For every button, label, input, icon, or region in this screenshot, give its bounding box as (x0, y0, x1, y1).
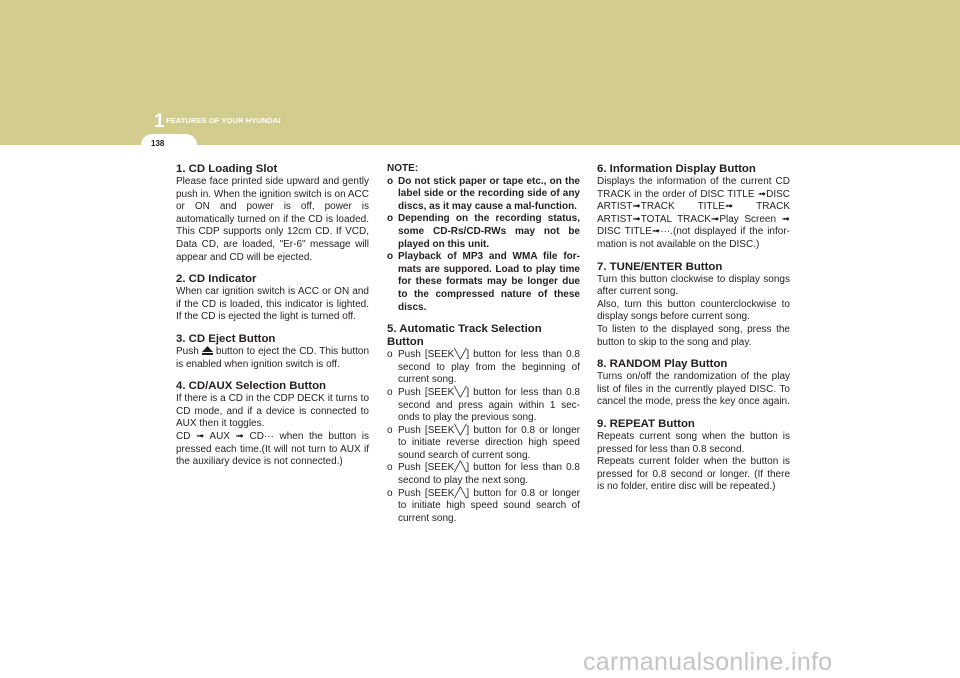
header-band (0, 0, 960, 145)
section-title: 6. Information Display Button (597, 163, 756, 175)
section-title: 2. CD Indicator (176, 273, 257, 286)
note-item: o Playback of MP3 and WMA file for-mats are suppored. Load to play time for these formats may be longer due to the compressed nature of these discs. (387, 251, 580, 314)
note-item: o Do not stick paper or tape etc., on the label side or the recording side of any discs, as it may cause a mal-function. (387, 176, 580, 214)
note-list (387, 176, 580, 315)
section-body: CD ➟ AUX ➟ CD··· when the button is pressed each time.(It will not turn to AUX if the auxiliary device is not connected.) (176, 430, 369, 468)
column-2 (387, 163, 580, 525)
chapter-number: 1 (154, 111, 165, 132)
list-item: o Push [SEEK╲╱] button for less than 0.8 second and press again within 1 sec-onds to play the previous song. (387, 387, 580, 425)
section-body (176, 346, 369, 371)
note-heading: NOTE: (387, 163, 419, 174)
column-1 (176, 163, 369, 469)
section-body: When car ignition switch is ACC or ON and if the CD is loaded, this indicator is lighted. If the CD is ejected the light is turned off. (176, 286, 369, 323)
section-body: Displays the information of the current CD TRACK in the order of DISC TITLE ➟DISC ARTIST➟TRACK TITLE➟ TRACK ARTIST➟TOTAL TRACK➟Play Screen ➟ DISC TITLE➟···.(not displayed if the infor-mation is not available on the DISC.) (597, 176, 790, 250)
section-body: To listen to the displayed song, press the button to skip to the song and play. (597, 323, 790, 348)
chapter-title: FEATURES OF YOUR HYUNDAI (166, 116, 281, 125)
section-title: 5. Automatic Track Selection Button (387, 323, 542, 349)
section-body: Repeats current song when the button is pressed for less than 0.8 second. (597, 430, 790, 455)
section-title: 3. CD Eject Button (176, 332, 276, 345)
list-item: o Push [SEEK╲╱] button for less than 0.8 second to play from the beginning of current song. (387, 349, 580, 387)
section-title: 1. CD Loading Slot (176, 163, 278, 175)
section-title: 4. CD/AUX Selection Button (176, 380, 326, 393)
list-item: o Push [SEEK╲╱] button for 0.8 or longer to initiate reverse direction high speed sound search of current song. (387, 425, 580, 463)
page-number: 138 (151, 139, 165, 148)
section-body: Also, turn this button counterclockwise to display songs before current song. (597, 298, 790, 323)
page-number-tab (141, 134, 197, 156)
section-body: Repeats current folder when the button is pressed for 0.8 second or longer. (If there is no folder, entire disc will be repeated.) (597, 456, 790, 493)
list-item: o Push [SEEK╱╲] button for 0.8 or longer to initiate high speed sound search of current song. (387, 488, 580, 526)
section-body: Turns on/off the randomization of the play list of files in the currently played DISC. To cancel the mode, press the key once again. (597, 371, 790, 408)
list-item: o Push [SEEK╱╲] button for less than 0.8 second to play the next song. (387, 462, 580, 487)
note-item: o Depending on the recording status, some CD-Rs/CD-RWs may not be played on this unit. (387, 213, 580, 251)
section-body: If there is a CD in the CDP DECK it turns to CD mode, and if a device is connected to AUX then it toggles. (176, 393, 369, 430)
section-title: 9. REPEAT Button (597, 417, 695, 430)
section-title: 8. RANDOM Play Button (597, 358, 728, 371)
body-text: Push (176, 345, 199, 357)
eject-icon (202, 346, 213, 355)
body-text: button to eject the CD. This button is enabled when ignition switch is off. (176, 345, 370, 370)
watermark: carmanualsonline.info (583, 648, 833, 676)
section-title: 7. TUNE/ENTER Button (597, 260, 723, 273)
section-body: Turn this button clockwise to display songs after current song. (597, 273, 790, 298)
column-3 (597, 163, 790, 494)
seek-list (387, 349, 580, 525)
section-body: Please face printed side upward and gently push in. When the ignition switch is on ACC or ON and power is off, power is automatically turned on if the CD is loaded. This CDP supports only 12cm CD. If VCD, Data CD, are loaded, "Er-6" message will appear and CD will be ejected. (176, 176, 369, 263)
